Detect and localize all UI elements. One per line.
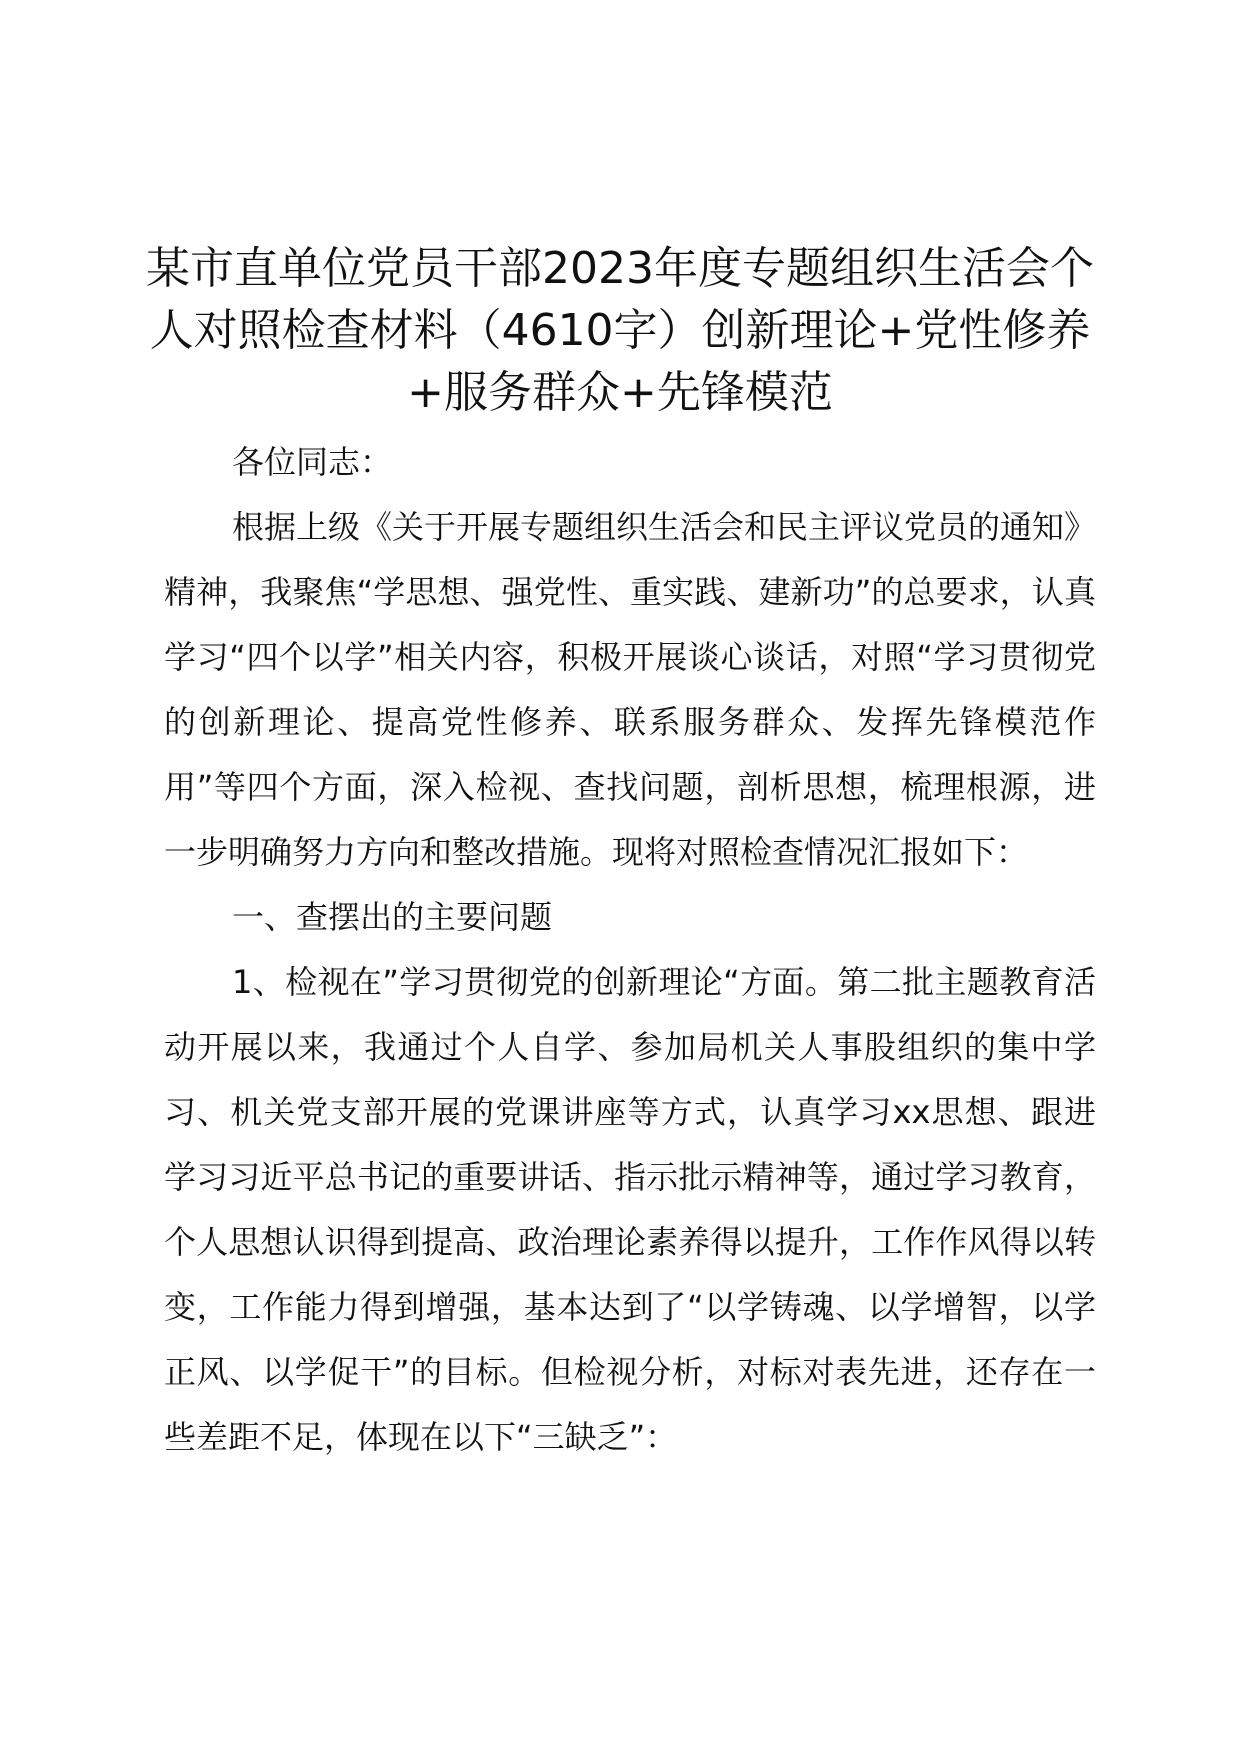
item-1-paragraph: 1、检视在”学习贯彻党的创新理论“方面。第二批主题教育活动开展以来，我通过个人自学、参加局机关人事股组织的集中学习、机关党支部开展的党课讲座等方式，认真学习xx思想、跟进学习习近平总书记的重要讲话、指示批示精神等，通过学习教育，个人思想认识得到提高、政治理论素养得以提升，工作作风得以转变，工作能力得到增强，基本达到了“以学铸魂、以学增智，以学正风、以学促干”的目标。但检视分析，对标对表先进，还存在一些差距不足，体现在以下“三缺乏”：	[164, 963, 1096, 1456]
section-heading: 一、查摆出的主要问题	[232, 898, 553, 936]
salutation: 各位同志：	[232, 443, 393, 481]
document-body	[164, 430, 1096, 1470]
document-title: 某市直单位党员干部2023年度专题组织生活会个人对照检查材料（4610字）创新理论+党性修养+服务群众+先锋模范	[146, 243, 1094, 418]
intro-paragraph: 根据上级《关于开展专题组织生活会和民主评议党员的通知》精神，我聚焦“学思想、强党性、重实践、建新功”的总要求，认真学习“四个以学”相关内容，积极开展谈心谈话，对照“学习贯彻党的创新理论、提高党性修养、联系服务群众、发挥先锋模范作用”等四个方面，深入检视、查找问题，剖析思想，梳理根源，进一步明确努力方向和整改措施。现将对照检查情况汇报如下：	[164, 508, 1097, 871]
